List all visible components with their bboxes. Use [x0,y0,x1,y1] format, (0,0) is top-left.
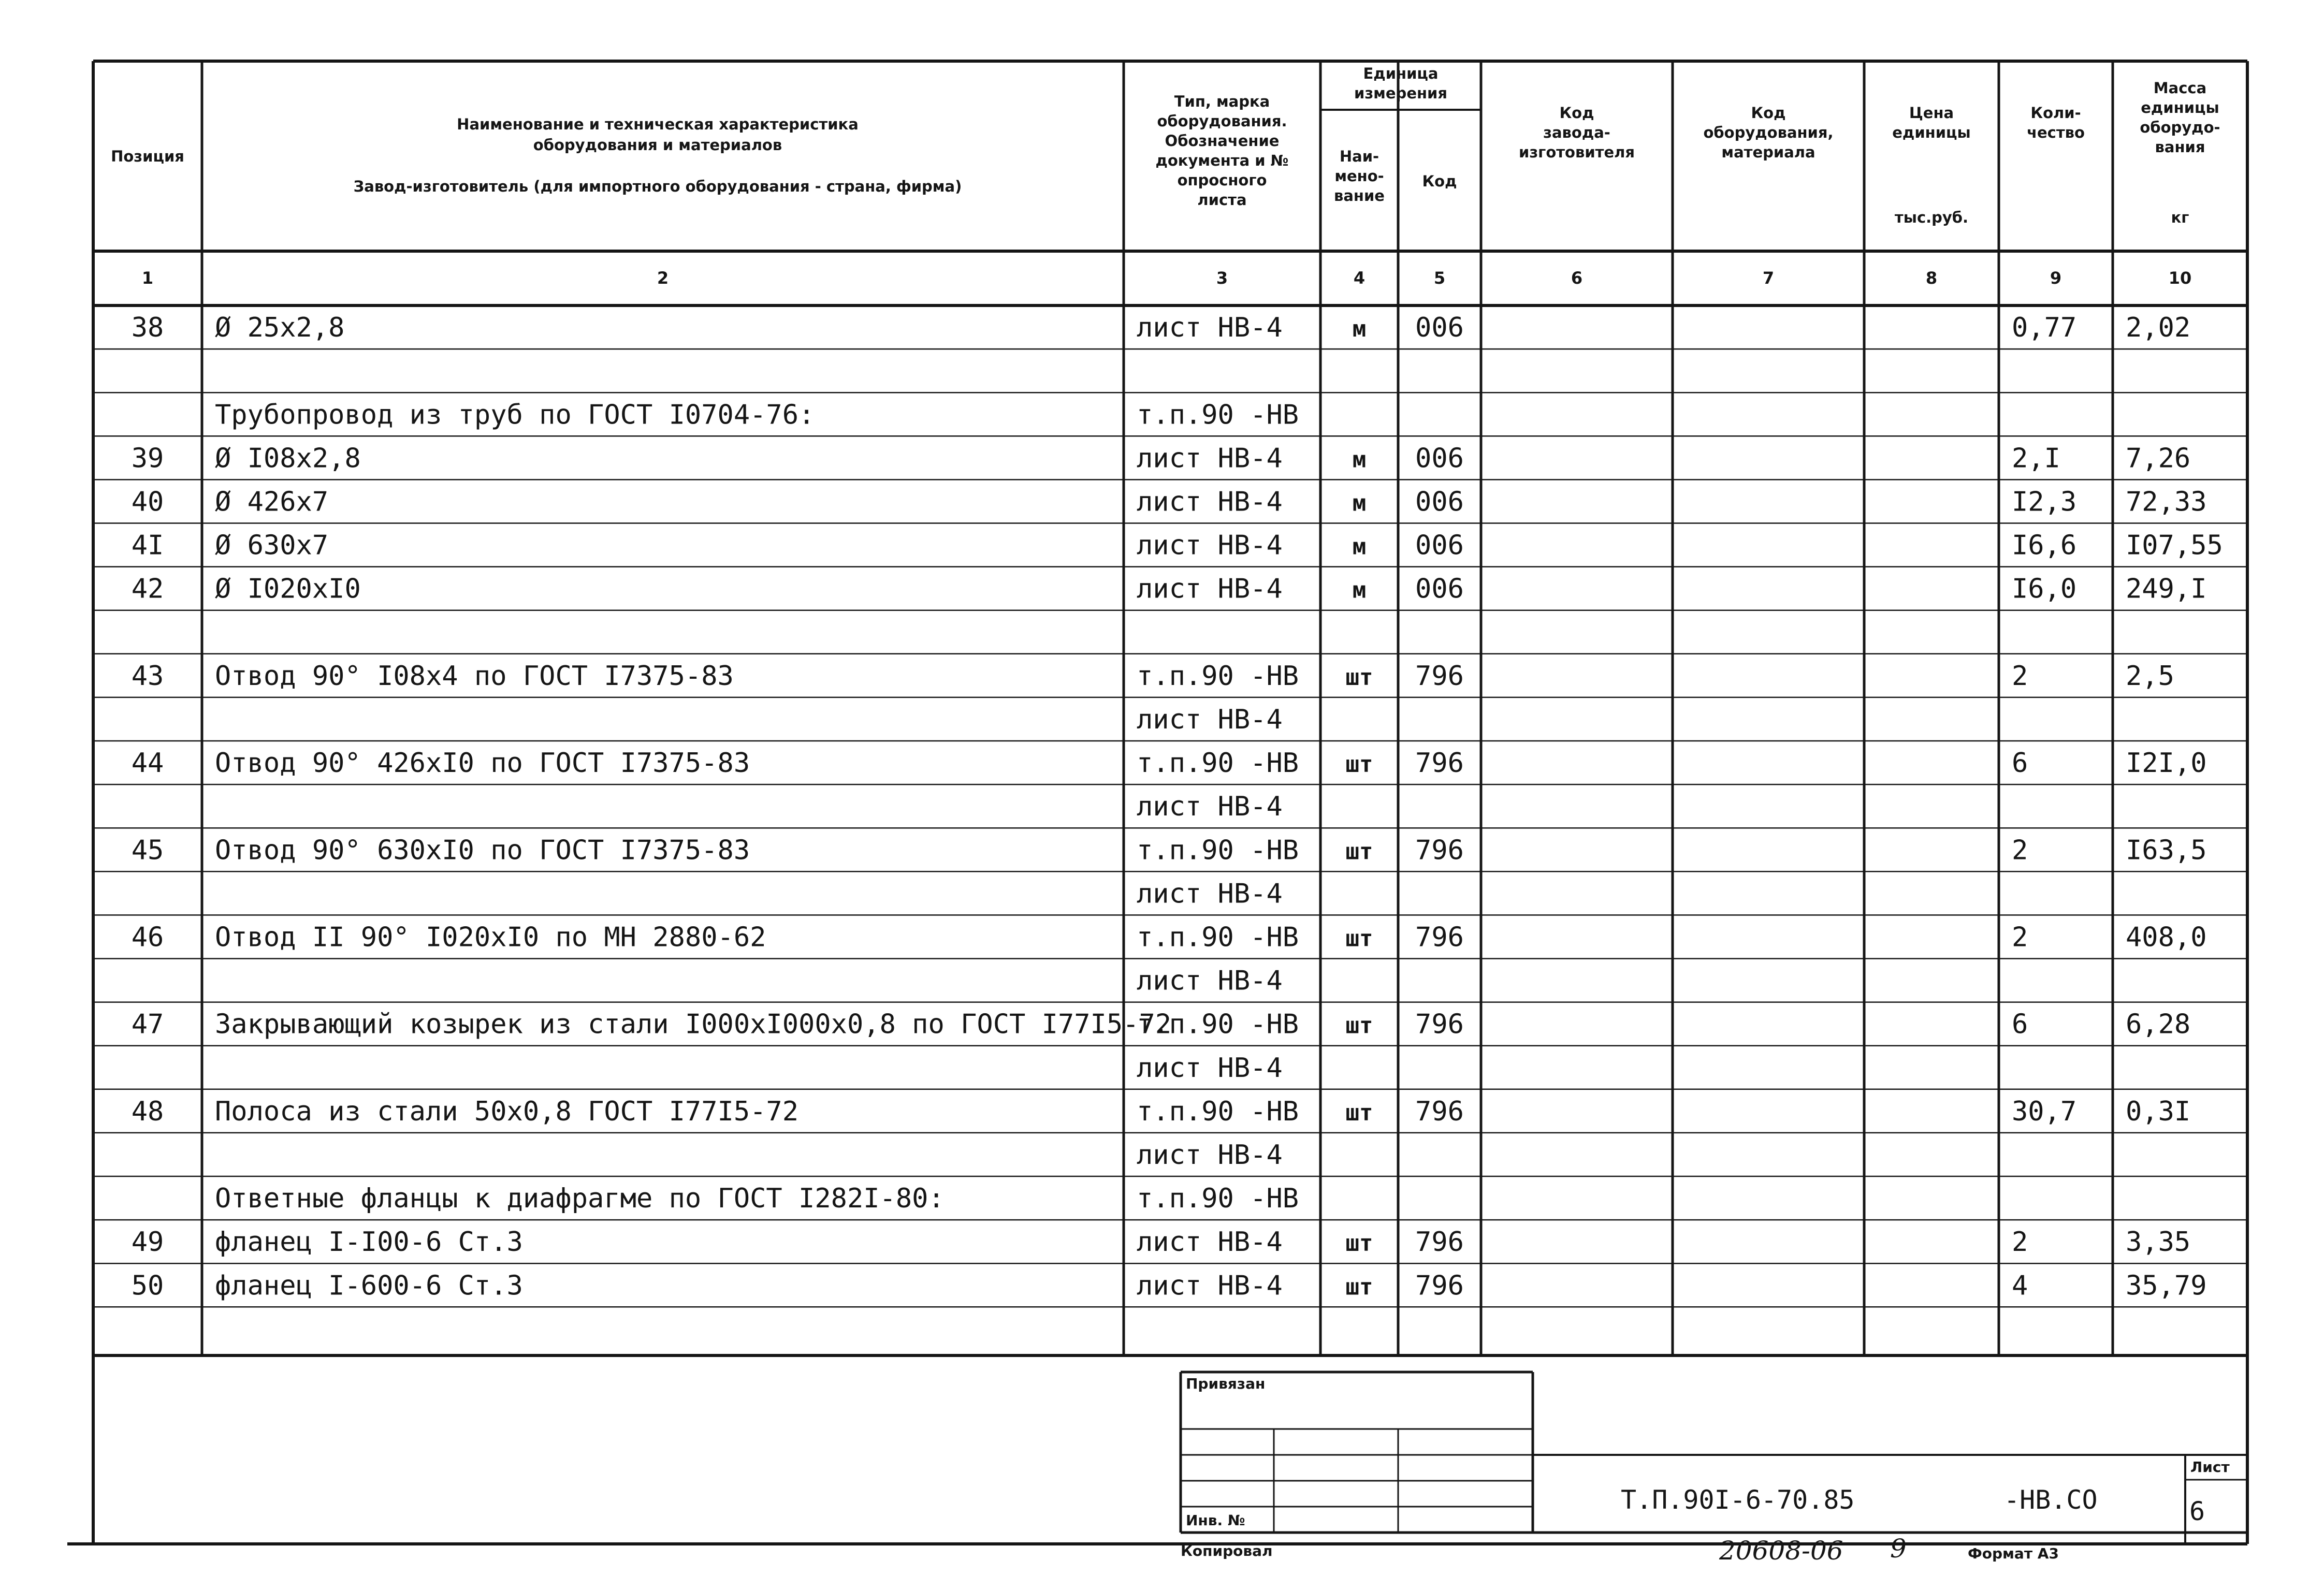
table-row [132,574,2207,605]
table-row [1137,791,1283,822]
cell-unit: м [1352,533,1367,560]
header-mass: единицы [2141,99,2219,116]
column-number: 2 [657,268,669,288]
cell-name: Ø I020xI0 [215,573,361,605]
cell-unit-code: 796 [1415,835,1464,866]
cell-position: 50 [131,1270,164,1302]
cell-quantity: 2 [2012,1227,2028,1258]
cell-position: 40 [131,486,164,518]
header-mass: Масса [2153,79,2207,97]
cell-type: лист НВ-4 [1137,1270,1283,1302]
cell-unit-code: 796 [1415,660,1464,692]
table-body [132,312,2223,1301]
header-position: Позиция [111,148,184,165]
cell-unit: м [1352,577,1367,604]
stamp-sheet-number: 6 [2189,1496,2205,1526]
cell-unit: шт [1345,838,1373,865]
cell-name: Полоса из стали 50x0,8 ГОСТ I77I5-72 [215,1096,799,1127]
header-type: Тип, марка [1174,93,1270,110]
header-type: опросного [1177,171,1267,189]
cell-name: Отвод 90° 426xI0 по ГОСТ I7375-83 [215,748,750,779]
cell-type: т.п.90 -НВ [1137,660,1299,692]
header-material-code: оборудования, [1703,124,1834,141]
header-type: оборудования. [1157,112,1287,130]
header-mass-unit: кг [2171,209,2189,226]
cell-position: 47 [131,1009,164,1040]
header-unit-code: Код [1422,172,1457,190]
table-row [215,1183,1299,1214]
cell-unit: м [1352,316,1367,343]
column-number: 6 [1571,268,1583,288]
cell-mass: I2I,0 [2126,748,2207,779]
header-quantity: Коли- [2030,104,2081,122]
cell-name: Ø 630x7 [215,530,329,561]
cell-unit: м [1352,490,1367,517]
cell-mass: I63,5 [2126,835,2207,866]
cell-quantity: 6 [2012,1009,2028,1040]
cell-quantity: 30,7 [2012,1096,2077,1127]
cell-mass: 2,5 [2126,660,2174,692]
table-row [132,530,2223,561]
table-row [132,487,2207,518]
cell-unit-code: 006 [1415,443,1464,474]
header-manufacturer-code: Код [1559,104,1594,122]
cell-type: лист НВ-4 [1137,704,1283,735]
table-row [1137,704,1283,735]
cell-unit-code: 796 [1415,1096,1464,1127]
header-unit-name: вание [1334,187,1385,205]
cell-type: лист НВ-4 [1137,965,1283,997]
header-type: Обозначение [1165,132,1280,150]
cell-type: лист НВ-4 [1137,1140,1283,1171]
cell-name: Отвод 90° I08x4 по ГОСТ I7375-83 [215,660,734,692]
table-row [132,443,2191,474]
table-row [132,1227,2191,1258]
stamp-privyazan: Привязан [1186,1375,1266,1392]
cell-type: т.п.90 -НВ [1137,1009,1299,1040]
stamp-designation: Т.П.90I-6-70.85 [1621,1485,1855,1515]
cell-unit-code: 796 [1415,1227,1464,1258]
header-unit-name: Наи- [1339,148,1379,165]
cell-mass: 408,0 [2126,922,2207,953]
cell-unit: м [1352,446,1367,473]
header-price-unit: тыс.руб. [1894,209,1969,226]
title-block [1181,1372,2247,1566]
cell-mass: 2,02 [2126,312,2191,344]
cell-position: 49 [131,1227,164,1258]
cell-name: фланец I-I00-6 Ст.3 [215,1227,523,1258]
cell-name: Закрывающий козырек из стали I000xI000x0,8 по ГОСТ I77I5-72 [215,1009,1172,1040]
column-number: 4 [1353,268,1366,288]
cell-mass: 3,35 [2126,1227,2191,1258]
cell-type: т.п.90 -НВ [1137,748,1299,779]
table-row [1137,878,1283,909]
cell-position: 48 [131,1096,164,1127]
cell-name: Ответные фланцы к диафрагме по ГОСТ I282I-80: [215,1183,945,1215]
header-price: Цена [1909,104,1954,122]
cell-mass: 35,79 [2126,1270,2207,1302]
header-name-line2: оборудования и материалов [533,136,782,154]
column-number: 8 [1925,268,1938,288]
cell-type: т.п.90 -НВ [1137,399,1299,431]
cell-mass: 6,28 [2126,1009,2191,1040]
header-type: документа и № [1155,152,1289,169]
cell-name: Ø 426x7 [215,486,329,518]
cell-unit-code: 796 [1415,1270,1464,1302]
header-price: единицы [1892,124,1971,141]
table-row [1137,1140,1283,1171]
cell-type: лист НВ-4 [1137,878,1283,910]
cell-position: 4I [131,530,164,561]
table-row [132,835,2207,866]
cell-mass: I07,55 [2126,530,2223,561]
table-row [132,1009,2191,1040]
cell-position: 42 [131,573,164,605]
header-material-code: Код [1751,104,1786,122]
cell-name: Ø I08x2,8 [215,443,361,474]
footer-handwritten-number: 20608-06 [1719,1536,1843,1566]
header-quantity: чество [2027,124,2085,141]
cell-type: лист НВ-4 [1137,530,1283,561]
cell-unit-code: 796 [1415,922,1464,953]
cell-type: лист НВ-4 [1137,443,1283,474]
cell-position: 46 [131,922,164,953]
header-mass: оборудо- [2140,119,2220,136]
cell-type: т.п.90 -НВ [1137,835,1299,866]
cell-mass: 0,3I [2126,1096,2191,1127]
cell-quantity: 6 [2012,748,2028,779]
cell-unit-code: 796 [1415,1009,1464,1040]
cell-name: фланец I-600-6 Ст.3 [215,1270,523,1302]
cell-mass: 72,33 [2126,486,2207,518]
table-row [132,922,2207,953]
cell-quantity: 2 [2012,660,2028,692]
cell-unit: шт [1345,1012,1373,1039]
cell-type: лист НВ-4 [1137,1227,1283,1258]
table-row [1137,966,1283,997]
stamp-sheet-label: Лист [2190,1458,2230,1476]
cell-unit-code: 006 [1415,486,1464,518]
cell-type: лист НВ-4 [1137,1052,1283,1084]
header-unit-group: измерения [1354,84,1447,102]
cell-unit-code: 006 [1415,312,1464,344]
cell-quantity: 2 [2012,835,2028,866]
cell-type: лист НВ-4 [1137,573,1283,605]
cell-quantity: I6,0 [2012,573,2077,605]
table-row [132,748,2207,779]
column-number: 1 [141,268,154,288]
cell-name: Трубопровод из труб по ГОСТ I0704-76: [215,399,815,431]
column-number: 7 [1762,268,1775,288]
cell-position: 38 [131,312,164,344]
cell-quantity: 2,I [2012,443,2060,474]
cell-unit-code: 006 [1415,530,1464,561]
header-manufacturer-code: завода- [1543,124,1610,141]
table-row [215,399,1299,430]
cell-type: т.п.90 -НВ [1137,1096,1299,1127]
header-manufacturer-code: изготовителя [1519,143,1635,161]
footer-copied: Копировал [1181,1542,1273,1559]
cell-quantity: I6,6 [2012,530,2077,561]
cell-position: 39 [131,443,164,474]
column-number: 5 [1433,268,1446,288]
cell-quantity: 0,77 [2012,312,2077,344]
cell-unit: шт [1345,1099,1373,1126]
cell-quantity: 4 [2012,1270,2028,1302]
cell-unit: шт [1345,751,1373,778]
cell-quantity: I2,3 [2012,486,2077,518]
cell-type: лист НВ-4 [1137,312,1283,344]
table-row [132,1096,2191,1127]
cell-type: т.п.90 -НВ [1137,922,1299,953]
table-row [1137,1053,1283,1084]
cell-name: Отвод II 90° I020xI0 по МН 2880-62 [215,922,766,953]
cell-position: 44 [131,748,164,779]
cell-unit-code: 006 [1415,573,1464,605]
title-block-grid [1181,1372,2247,1544]
cell-type: лист НВ-4 [1137,486,1283,518]
cell-unit-code: 796 [1415,748,1464,779]
cell-name: Отвод 90° 630xI0 по ГОСТ I7375-83 [215,835,750,866]
cell-unit: шт [1345,925,1373,952]
column-number: 10 [2168,268,2192,288]
table-row [132,1270,2207,1301]
cell-mass: 249,I [2126,573,2207,605]
stamp-suffix: -НВ.СО [2004,1485,2098,1515]
cell-unit: шт [1345,664,1373,691]
footer-format: Формат А3 [1968,1545,2059,1562]
header-mass: вания [2155,138,2205,156]
cell-unit: шт [1345,1274,1373,1301]
cell-quantity: 2 [2012,922,2028,953]
cell-name: Ø 25x2,8 [215,312,345,344]
header-type: листа [1197,191,1247,209]
column-number-row [142,268,2191,288]
header-unit-name: мено- [1334,167,1384,185]
cell-type: т.п.90 -НВ [1137,1183,1299,1215]
stamp-inv-no: Инв. № [1186,1512,1245,1529]
table-header [111,65,2220,226]
table-row [132,661,2174,692]
footer-handwritten-digit: 9 [1890,1534,1907,1564]
table-row [132,312,2191,343]
cell-position: 43 [131,660,164,692]
column-number: 9 [2050,268,2062,288]
cell-unit: шт [1345,1230,1373,1257]
column-number: 3 [1216,268,1228,288]
header-unit-group: Единица [1363,65,1439,82]
cell-type: лист НВ-4 [1137,791,1283,823]
header-name-line3: Завод-изготовитель (для импортного оборудования - страна, фирма) [353,178,962,195]
header-material-code: материала [1721,143,1815,161]
header-name-line1: Наименование и техническая характеристика [457,115,859,133]
cell-position: 45 [131,835,164,866]
cell-mass: 7,26 [2126,443,2191,474]
